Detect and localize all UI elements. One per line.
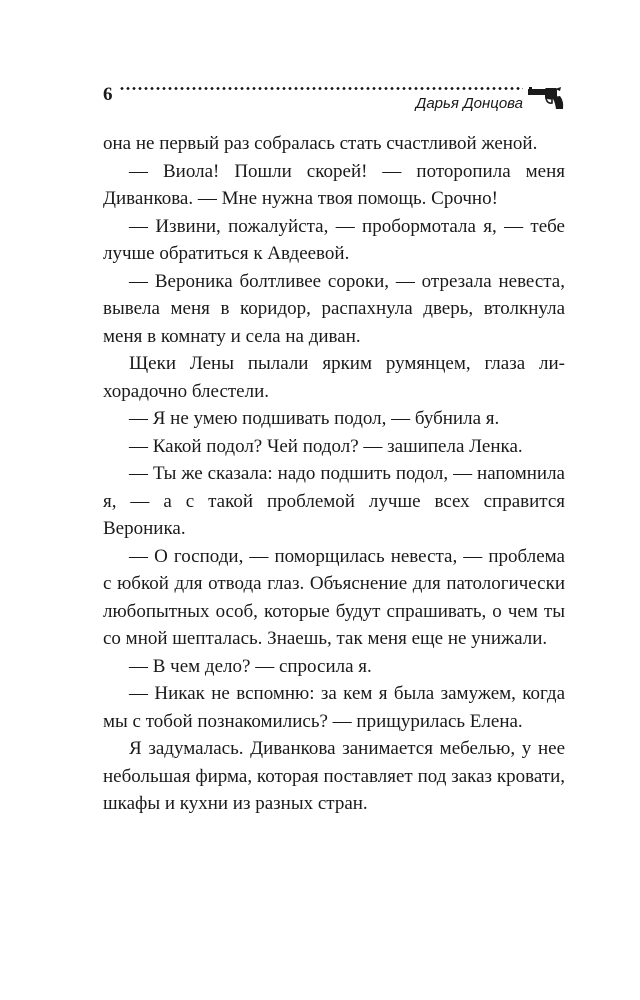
book-body-text: [103, 130, 565, 818]
paragraph: Щеки Лены пылали ярким румянцем, глаза лихорадочно блестели.: [103, 353, 565, 402]
running-header: [103, 80, 565, 114]
paragraph: — Ты же сказала: надо подшить подол, — напомнила я, — а с такой проблемой лучше всех справится Вероника.: [103, 463, 565, 539]
paragraph: — Какой подол? Чей подол? — зашипела Ленка.: [129, 435, 523, 457]
paragraph: — Никак не вспомню: за кем я была замужем, когда мы с тобой познакомились? — прищурилась Елена.: [103, 683, 565, 732]
paragraph: — Извини, пожалуйста, — пробормотала я, — тебе лучше обратиться к Авдеевой.: [103, 215, 565, 264]
paragraph: — Вероника болтливее сороки, — отрезала невеста, вывела меня в коридор, распахнула дверь, втолкнула меня в комнату и села на диван.: [103, 270, 565, 347]
dotted-rule: [119, 87, 523, 90]
paragraph: — В чем дело? — спросила я.: [129, 655, 372, 677]
paragraph: — Виола! Пошли скорей! — поторопила меня Диванкова. — Мне нужна твоя помощь. Срочно!: [103, 160, 565, 209]
paragraph: она не первый раз собралась стать счастливой женой.: [103, 133, 538, 154]
paragraph: Я задумалась. Диванкова занимается мебелью, у нее небольшая фирма, которая поставляет под заказ кровати, шкафы и кухни из разных стран.: [103, 738, 565, 814]
paragraph: — О господи, — поморщилась невеста, — проблема с юбкой для отвода глаз. Объяснение для патологически любопытных особ, которые будут спрашивать, о чем ты со мной шепталась. Знаешь, так меня еще не унижали.: [103, 545, 565, 649]
author-name: Дарья Донцова: [415, 95, 523, 112]
page-number: 6: [103, 84, 113, 105]
paragraph: — Я не умею подшивать подол, — бубнила я.: [129, 408, 500, 429]
revolver-icon: [527, 86, 565, 110]
